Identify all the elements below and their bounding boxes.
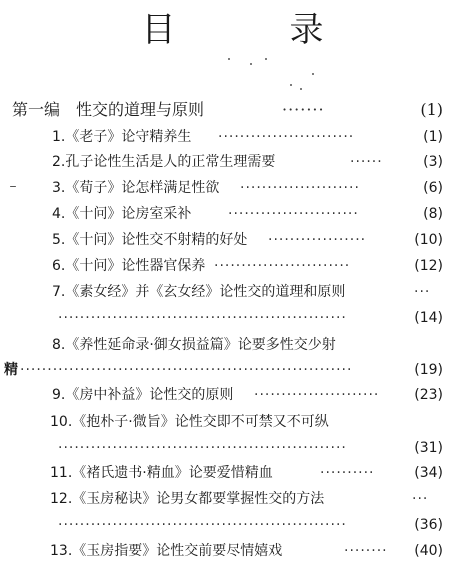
entry-page-number: (6)	[423, 180, 443, 196]
leader-dots: ·····················································	[58, 440, 347, 456]
entry-page-number: (12)	[414, 258, 443, 274]
leader-dots: ·····························································	[20, 362, 353, 378]
leader-dots: ·······	[282, 100, 325, 119]
toc-entry	[0, 539, 465, 563]
leader-dots: ·······················	[254, 387, 380, 403]
entry-page-number: (23)	[414, 387, 443, 403]
leader-dots: ·····················································	[58, 517, 347, 533]
toc-entry	[0, 254, 465, 278]
toc-entry	[0, 228, 465, 252]
entry-title: 13.《玉房指要》论性交前要尽情嬉戏	[50, 543, 283, 559]
toc-entry-continuation	[0, 513, 465, 537]
entry-title: 12.《玉房秘诀》论男女都要掌握性交的方法	[50, 491, 325, 507]
entry-page-number: (8)	[423, 206, 443, 222]
toc-entry	[0, 461, 465, 485]
toc-entry	[0, 150, 465, 174]
entry-page-number: (10)	[414, 232, 443, 248]
entry-page-number: (14)	[414, 310, 443, 326]
entry-title: 10.《抱朴子·微旨》论性交即不可禁又不可纵	[50, 414, 329, 430]
entry-title: 7.《素女经》并《玄女经》论性交的道理和原则	[52, 284, 346, 300]
entry-title: 9.《房中补益》论性交的原则	[52, 387, 234, 403]
entry-title: 5.《十问》论性交不射精的好处	[52, 232, 248, 248]
chapter-heading	[0, 98, 465, 122]
toc-entry	[0, 176, 465, 200]
toc-entry	[0, 410, 465, 434]
entry-page-number: (31)	[414, 440, 443, 456]
entry-page-number: (3)	[423, 154, 443, 170]
leader-dots: ·····················································	[58, 310, 347, 326]
toc-entry-continuation	[0, 436, 465, 460]
leader-dots: ··········	[320, 465, 375, 481]
entry-page-number: (1)	[423, 129, 443, 145]
toc-title: 目 录	[141, 10, 364, 50]
toc-entry-continuation	[0, 306, 465, 330]
leader-dots: ······	[350, 154, 383, 170]
leader-dots: ···	[414, 284, 431, 300]
entry-title: 11.《褚氏遗书·精血》论要爱惜精血	[50, 465, 273, 481]
toc-entry	[0, 125, 465, 149]
entry-page-number: (19)	[414, 362, 443, 378]
toc-entry	[0, 487, 465, 511]
leader-dots: ·························	[218, 129, 355, 145]
leader-dots: ··················	[268, 232, 367, 248]
chapter-page-number: (1)	[420, 100, 443, 119]
leader-dots: ·························	[214, 258, 351, 274]
toc-entry	[0, 202, 465, 226]
entry-title: 6.《十问》论性器官保养	[52, 258, 206, 274]
entry-title: 3.《荀子》论怎样满足性欲	[52, 180, 220, 196]
entry-title: 1.《老子》论守精养生	[52, 129, 192, 145]
leader-dots: ········	[344, 543, 388, 559]
leader-dots: ························	[228, 206, 359, 222]
toc-entry	[0, 383, 465, 407]
toc-entry	[0, 280, 465, 304]
toc-entry-continuation	[0, 358, 465, 382]
entry-page-number: (34)	[414, 465, 443, 481]
leader-dots: ······················	[240, 180, 360, 196]
entry-page-number: (36)	[414, 517, 443, 533]
leader-dots: ···	[412, 491, 429, 507]
entry-title: 精	[4, 362, 18, 378]
chapter-label: 第一编 性交的道理与原则	[12, 100, 205, 119]
entry-title: 2.孔子论性生活是人的正常生理需要	[52, 154, 276, 170]
entry-page-number: (40)	[414, 543, 443, 559]
entry-title: 4.《十问》论房室采补	[52, 206, 192, 222]
entry-title: 8.《养性延命录·御女损益篇》论要多性交少射	[52, 337, 336, 353]
toc-entry	[0, 333, 465, 357]
